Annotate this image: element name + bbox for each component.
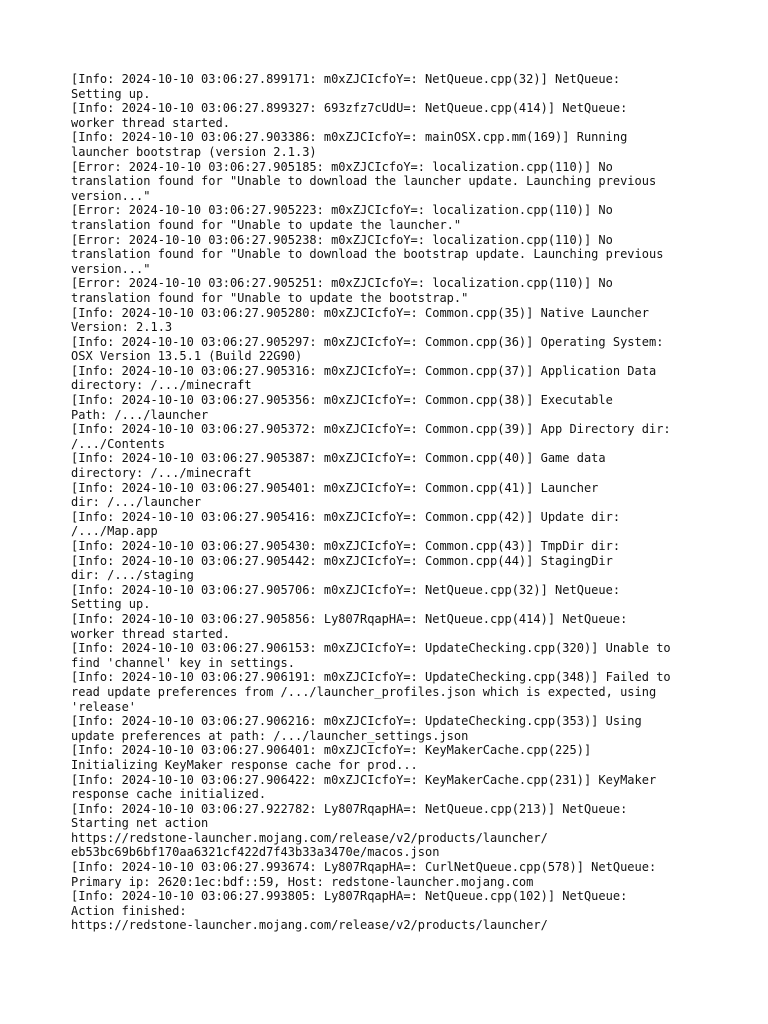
- log-line: dir: /.../launcher: [71, 495, 202, 510]
- log-line: [Info: 2024-10-10 03:06:27.905356: m0xZJCIcfoY=: Common.cpp(38)] Executable: [71, 393, 613, 408]
- log-line: translation found for "Unable to download the bootstrap update. Launching previous: [71, 247, 664, 262]
- log-line: [Info: 2024-10-10 03:06:27.993805: Ly807RqapHA=: NetQueue.cpp(102)] NetQueue:: [71, 889, 628, 904]
- log-line: read update preferences from /.../launcher_profiles.json which is expected, using: [71, 684, 657, 699]
- log-line: [Info: 2024-10-10 03:06:27.906422: m0xZJCIcfoY=: KeyMakerCache.cpp(231)] KeyMaker: [71, 772, 657, 787]
- log-line: [Info: 2024-10-10 03:06:27.903386: m0xZJCIcfoY=: mainOSX.cpp.mm(169)] Running: [71, 130, 628, 145]
- log-line: Starting net action: [71, 816, 209, 831]
- log-line: 'release': [71, 699, 137, 714]
- log-line: eb53bc69b6bf170aa6321cf422d7f43b33a3470e/macos.json: [71, 845, 440, 860]
- log-line: Path: /.../launcher: [71, 407, 209, 422]
- log-line: [Info: 2024-10-10 03:06:27.899327: 693zfz7cUdU=: NetQueue.cpp(414)] NetQueue:: [71, 101, 628, 116]
- log-line: [Info: 2024-10-10 03:06:27.905430: m0xZJCIcfoY=: Common.cpp(43)] TmpDir dir:: [71, 539, 621, 553]
- log-output: [71, 72, 711, 933]
- log-line: Action finished:: [71, 903, 187, 918]
- log-line: worker thread started.: [71, 626, 230, 641]
- log-line: Initializing KeyMaker response cache for prod...: [71, 757, 418, 772]
- log-line: [Info: 2024-10-10 03:06:27.905297: m0xZJCIcfoY=: Common.cpp(36)] Operating System:: [71, 334, 664, 349]
- log-line: [Error: 2024-10-10 03:06:27.905223: m0xZJCIcfoY=: localization.cpp(110)] No: [71, 203, 613, 218]
- log-line: [Info: 2024-10-10 03:06:27.906153: m0xZJCIcfoY=: UpdateChecking.cpp(320)] Unable to: [71, 641, 671, 656]
- log-line: update preferences at path: /.../launcher_settings.json: [71, 728, 469, 743]
- log-line: Setting up.: [71, 86, 151, 101]
- log-line: [Info: 2024-10-10 03:06:27.993674: Ly807RqapHA=: CurlNetQueue.cpp(578)] NetQueue:: [71, 860, 657, 875]
- log-line: directory: /.../minecraft: [71, 466, 252, 481]
- log-line: [Info: 2024-10-10 03:06:27.899171: m0xZJCIcfoY=: NetQueue.cpp(32)] NetQueue:: [71, 72, 621, 86]
- log-line: [Info: 2024-10-10 03:06:27.905280: m0xZJCIcfoY=: Common.cpp(35)] Native Launcher: [71, 305, 649, 320]
- log-line: [Info: 2024-10-10 03:06:27.905706: m0xZJCIcfoY=: NetQueue.cpp(32)] NetQueue:: [71, 582, 621, 597]
- log-line: [Info: 2024-10-10 03:06:27.922782: Ly807RqapHA=: NetQueue.cpp(213)] NetQueue:: [71, 801, 628, 816]
- log-line: [Info: 2024-10-10 03:06:27.906191: m0xZJCIcfoY=: UpdateChecking.cpp(348)] Failed to: [71, 670, 671, 685]
- log-line: response cache initialized.: [71, 787, 267, 802]
- log-page: [71, 72, 711, 933]
- log-line: [Info: 2024-10-10 03:06:27.906216: m0xZJCIcfoY=: UpdateChecking.cpp(353)] Using: [71, 714, 642, 729]
- log-line: dir: /.../staging: [71, 568, 194, 583]
- log-line: OSX Version 13.5.1 (Build 22G90): [71, 349, 303, 364]
- log-line: [Info: 2024-10-10 03:06:27.905372: m0xZJCIcfoY=: Common.cpp(39)] App Directory dir:: [71, 422, 671, 437]
- log-line: directory: /.../minecraft: [71, 378, 252, 393]
- log-line: version...": [71, 261, 151, 276]
- log-line: [Info: 2024-10-10 03:06:27.905416: m0xZJCIcfoY=: Common.cpp(42)] Update dir:: [71, 509, 621, 524]
- log-line: [Error: 2024-10-10 03:06:27.905251: m0xZJCIcfoY=: localization.cpp(110)] No: [71, 276, 613, 291]
- log-line: worker thread started.: [71, 115, 230, 130]
- log-line: https://redstone-launcher.mojang.com/release/v2/products/launcher/: [71, 918, 548, 933]
- log-line: version...": [71, 188, 151, 203]
- log-line: translation found for "Unable to download the launcher update. Launching previous: [71, 174, 657, 189]
- log-line: [Info: 2024-10-10 03:06:27.905856: Ly807RqapHA=: NetQueue.cpp(414)] NetQueue:: [71, 611, 628, 626]
- log-line: [Info: 2024-10-10 03:06:27.905387: m0xZJCIcfoY=: Common.cpp(40)] Game data: [71, 451, 606, 466]
- log-line: translation found for "Unable to update the launcher.": [71, 217, 462, 232]
- log-line: Setting up.: [71, 597, 151, 612]
- log-line: https://redstone-launcher.mojang.com/release/v2/products/launcher/: [71, 830, 548, 845]
- log-line: Primary ip: 2620:1ec:bdf::59, Host: redstone-launcher.mojang.com: [71, 874, 534, 889]
- log-line: [Error: 2024-10-10 03:06:27.905238: m0xZJCIcfoY=: localization.cpp(110)] No: [71, 232, 613, 247]
- log-line: /.../Map.app: [71, 524, 158, 539]
- log-line: launcher bootstrap (version 2.1.3): [71, 144, 317, 159]
- log-line: Version: 2.1.3: [71, 320, 173, 335]
- log-line: [Info: 2024-10-10 03:06:27.906401: m0xZJCIcfoY=: KeyMakerCache.cpp(225)]: [71, 743, 592, 758]
- log-line: [Info: 2024-10-10 03:06:27.905316: m0xZJCIcfoY=: Common.cpp(37)] Application Data: [71, 363, 657, 378]
- log-line: find 'channel' key in settings.: [71, 655, 295, 670]
- log-line: /.../Contents: [71, 436, 165, 451]
- log-line: [Error: 2024-10-10 03:06:27.905185: m0xZJCIcfoY=: localization.cpp(110)] No: [71, 159, 613, 174]
- log-line: [Info: 2024-10-10 03:06:27.905442: m0xZJCIcfoY=: Common.cpp(44)] StagingDir: [71, 553, 613, 568]
- log-line: [Info: 2024-10-10 03:06:27.905401: m0xZJCIcfoY=: Common.cpp(41)] Launcher: [71, 480, 599, 495]
- log-line: translation found for "Unable to update the bootstrap.": [71, 290, 469, 305]
